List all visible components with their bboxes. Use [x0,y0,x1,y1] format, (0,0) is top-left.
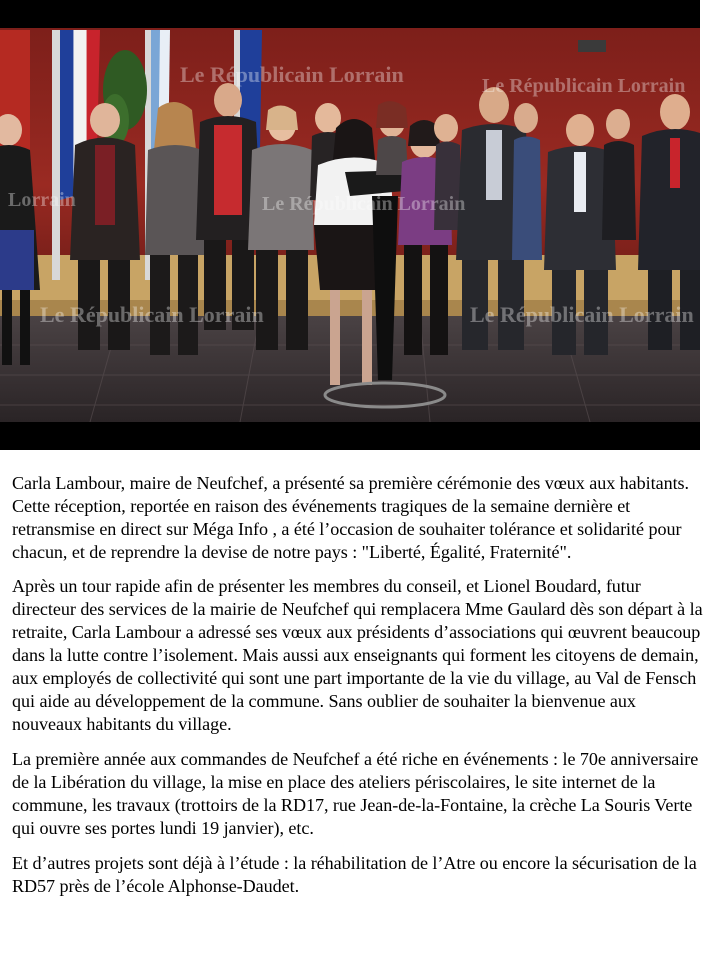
watermark-middle: Le Républicain Lorrain [262,193,466,215]
article-paragraph: La première année aux commandes de Neufchef a été riche en événements : le 70e anniversaire de la Libération du village, la mise en place des ateliers périscolaires, le site internet de la commune, les travaux (trottoirs de la RD17, rue Jean-de-la-Fontaine, la crèche La Souris Verte qui ouvre ses portes lundi 19 janvier), etc. [12,749,699,838]
article-paragraph: Après un tour rapide afin de présenter les membres du conseil, et Lionel Boudard, futur directeur des services de la mairie de Neufchef qui remplacera Mme Gaulard dès son départ à la retraite, Carla Lambour a adressé ses vœux aux présidents d’associations qui œuvrent beaucoup dans la lutte contre l’isolement. Mais aussi aux enseignants qui forment les citoyens de demain, aux employés de collectivité qui sont une part importante de la vie du village, au Val de Fensch qui aide au développement de la commune. Sans oublier de souhaiter la bienvenue aux nouveaux habitants du village. [12,576,703,734]
watermark-left: Lorrain [8,189,76,211]
article-photo [0,0,700,450]
watermark-top-center: Le Républicain Lorrain [180,62,404,87]
article-paragraph: Et d’autres projets sont déjà à l’étude : la réhabilitation de l’Atre ou encore la sécurisation de la RD57 près de l’école Alphonse-Daudet. [12,853,697,896]
photo-top-band [0,0,700,28]
watermark-lower-left: Le Républicain Lorrain [40,302,264,327]
ceremony-photo [0,0,700,450]
photo-bottom-band [0,422,700,450]
article-body [12,472,704,910]
exit-sign [578,40,606,52]
watermark-lower-right: Le Républicain Lorrain [470,302,694,327]
watermark-top-right: Le Républicain Lorrain [482,75,686,97]
article-paragraph: Carla Lambour, maire de Neufchef, a présenté sa première cérémonie des vœux aux habitants. Cette réception, reportée en raison des événements tragiques de la semaine dernière et retransmise en direct sur Méga Info , a été l’occasion de souhaiter tolérance et solidarité pour chacun, et de reprendre la devise de notre pays : "Liberté, Égalité, Fraternité". [12,473,690,562]
